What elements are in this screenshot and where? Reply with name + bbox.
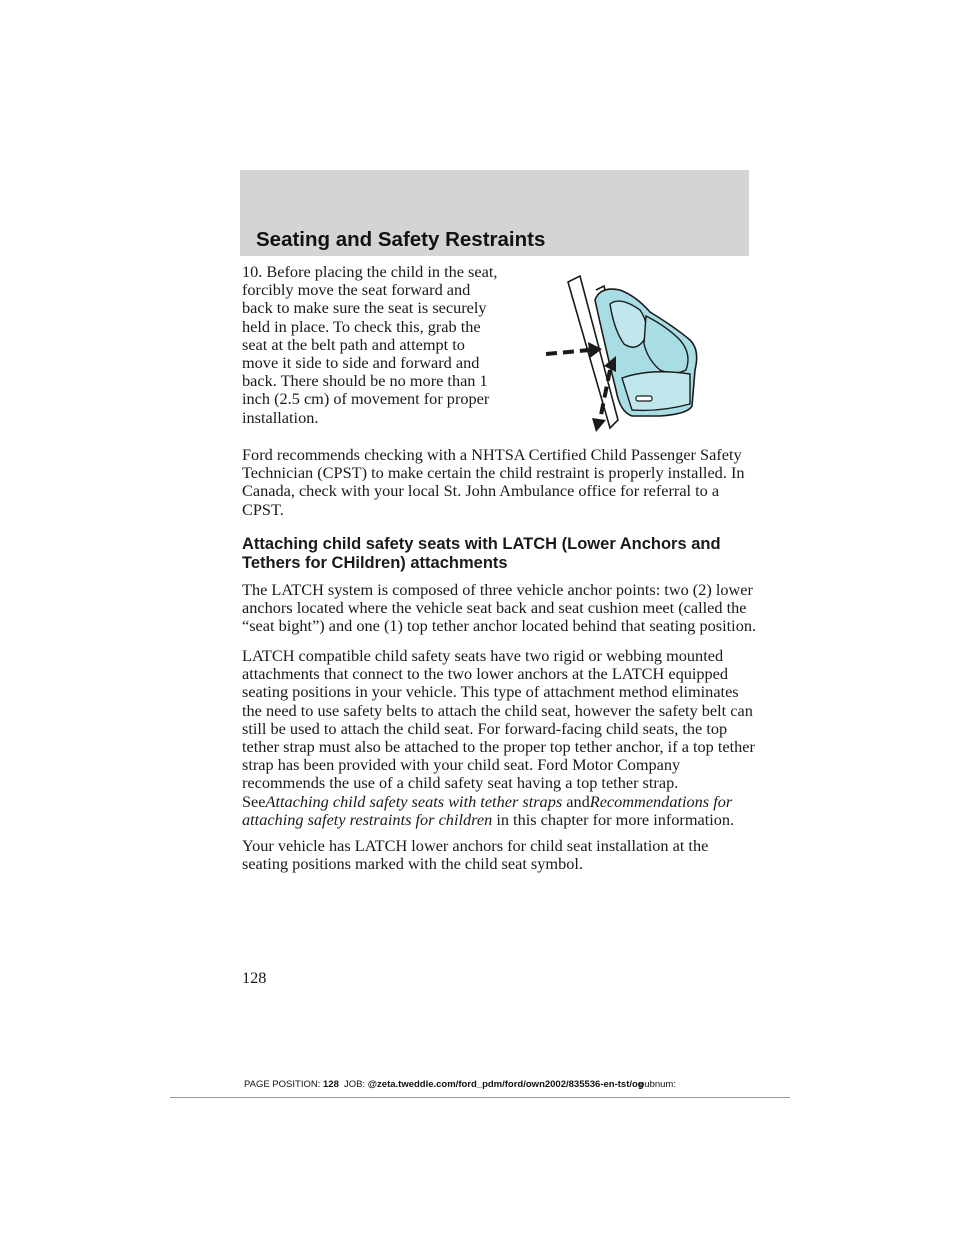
reference-recommendations: Recommendations for attaching safety restraints for children	[242, 791, 733, 829]
latch-compatible-end-text: in this chapter for more information.	[496, 809, 735, 829]
child-seat-illustration	[540, 270, 715, 440]
print-footer	[244, 1079, 784, 1090]
latch-compatible-text: LATCH compatible child safety seats have two rigid or webbing mounted attachments that connect to the two lower anchors at the LATCH equipped seating positions in your vehicle. This type of attachment method eliminates the need to use safety belts to attach the child seat, however the safety belt can still be used to attach the child seat. For forward-facing child seats, the top tether strap must also be attached to the proper top tether anchor, if a top tether strap has been provided with your child seat. Ford Motor Company recommends the use of a child safety seat having a top tether strap. See	[242, 646, 755, 811]
latch-anchors-paragraph: Your vehicle has LATCH lower anchors for child seat installation at the seating positions marked with the child seat symbol.	[242, 836, 709, 874]
horizontal-move-arrow	[546, 350, 590, 354]
footer-divider	[170, 1097, 790, 1098]
latch-compatible-paragraph	[242, 647, 758, 829]
latch-section-heading: Attaching child safety seats with LATCH (Lower Anchors and Tethers for CHildren) attachments	[242, 535, 721, 572]
pubnum-label: pubnum:	[639, 1079, 676, 1090]
section-header-band	[240, 170, 749, 256]
latch-system-paragraph: The LATCH system is composed of three vehicle anchor points: two (2) lower anchors located where the vehicle seat back and seat cushion meet (called the “seat bight”) and one (1) top tether anchor located behind that seating position.	[242, 580, 757, 636]
vertical-arrow-down-head	[592, 418, 606, 432]
job-label: JOB:	[344, 1079, 366, 1090]
child-seat-base	[622, 372, 690, 411]
step-10-paragraph: 10. Before placing the child in the seat, forcibly move the seat forward and back to make sure the seat is securely held in place. To check this, grab the seat at the belt path and attempt to move it side to side and forward and back. There should be no more than 1 inch (2.5 cm) of movement for proper installation.	[242, 262, 498, 427]
reference-tether-straps: Attaching child safety seats with tether straps	[265, 791, 563, 811]
section-title: Seating and Safety Restraints	[256, 228, 546, 251]
page-position-label: PAGE POSITION:	[244, 1079, 321, 1090]
page-position-value: 128	[323, 1079, 339, 1090]
page-number: 128	[242, 968, 267, 987]
ford-recommends-paragraph: Ford recommends checking with a NHTSA Certified Child Passenger Safety Technician (CPST) to make certain the child restraint is properly installed. In Canada, check with your local St. John Ambulance office for referral to a CPST.	[242, 445, 745, 519]
belt-path-slot	[636, 396, 652, 401]
job-value: @zeta.tweddle.com/ford_pdm/ford/own2002/835536-en-tst/og	[367, 1079, 644, 1090]
and-text: and	[566, 791, 590, 811]
